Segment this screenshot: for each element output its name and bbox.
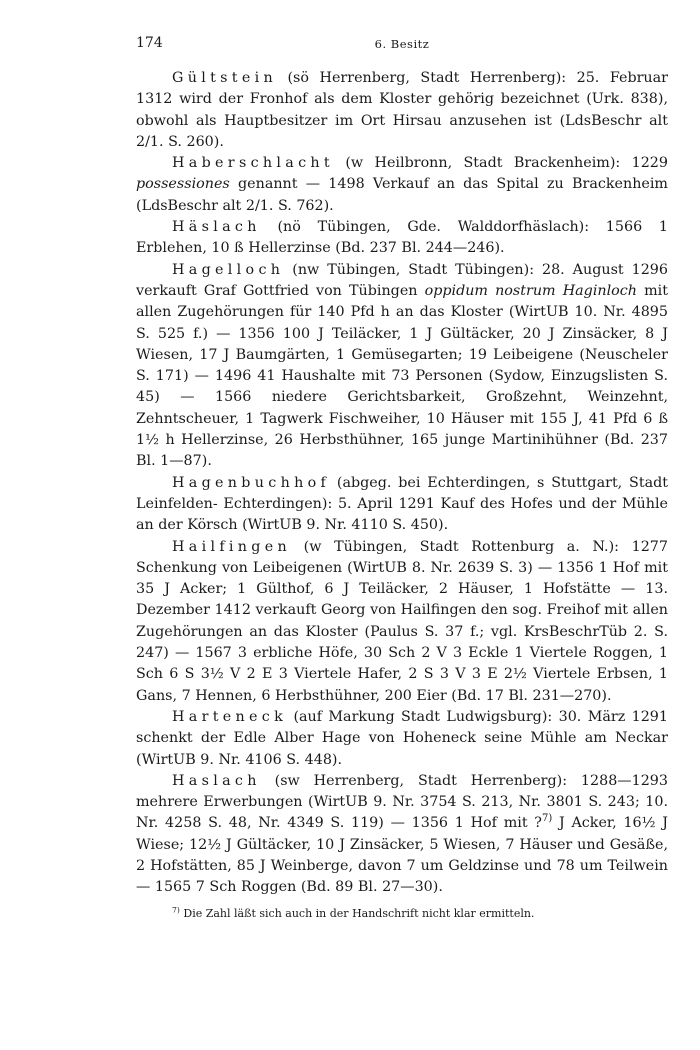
entry-hailfingen (136, 537, 668, 707)
footnote (172, 906, 668, 921)
page-number: 174 (136, 35, 163, 51)
entry-italic-text: oppidum nostrum Haginloch (424, 282, 638, 299)
entry-haslach (136, 771, 668, 899)
place-name: Hailfingen (172, 538, 292, 555)
entry-text: genannt — 1498 Verkauf an das Spital zu Brackenheim (LdsBeschr alt 2/1. S. 762). (136, 176, 668, 214)
place-name: Hagenbuchhof (172, 474, 331, 491)
entry-text: J Acker, 16½ J Wiese; 12½ J Gültäcker, 10 J Zinsäcker, 5 Wiesen, 7 Häuser und Gesäße, 2 Hofstätten, 85 J Weinberge, davon 7 um Geldzinse und 78 um Teilwein — 1565 7 Sch Roggen (Bd. 89 Bl. 27—30). (136, 815, 668, 896)
place-name: Hagelloch (172, 261, 285, 278)
footnote-marker: 7) (172, 905, 180, 915)
entry-haeslach (136, 217, 668, 260)
page-header (136, 35, 668, 57)
footnote-reference: 7) (541, 813, 553, 825)
entry-haberschlacht (136, 153, 668, 217)
place-name: Haberschlacht (172, 155, 334, 172)
entry-text: (nö Tübingen, Gde. Walddorfhäslach): 1566 1 Erblehen, 10 ß Hellerzinse (Bd. 237 Bl. 244—246). (136, 219, 668, 257)
entry-harteneck (136, 707, 668, 771)
entry-text: (w Heilbronn, Stadt Brackenheim): 1229 (333, 155, 668, 172)
entry-text: (abgeg. bei Echterdingen, s Stuttgart, Stadt Leinfelden- Echterdingen): 5. April 1291 Kauf des Hofes und der Mühle an der Körsch (WirtUB 9. Nr. 4110 S. 450). (136, 474, 668, 534)
running-head: 6. Besitz (374, 37, 430, 51)
entry-text: (sö Herrenberg, Stadt Herrenberg): 25. Februar 1312 wird der Fronhof als dem Kloster gehörig bezeichnet (Urk. 838), obwohl als Hauptbesitzer im Ort Hirsau anzusehen ist (LdsBeschr alt 2/1. S. 260). (136, 70, 668, 150)
entry-text: (w Tübingen, Stadt Rottenburg a. N.): 1277 Schenkung von Leibeigenen (WirtUB 8. Nr. 2639 S. 3) — 1356 1 Hof mit 35 J Acker; 1 Gülthof, 6 J Teiläcker, 2 Häuser, 1 Hofstätte — 13. Dezember 1412 verkauft Georg von Hailfingen den sog. Freihof mit allen Zugehörungen an das Kloster (Paulus S. 37 f.; vgl. KrsBeschrTüb 2. S. 247) — 1567 3 erbliche Höfe, 30 Sch 2 V 3 Eckle 1 Viertele Roggen, 1 Sch 6 S 3½ V 2 E 3 Viertele Hafer, 2 S 3 V 3 E 2½ Viertele Erbsen, 1 Gans, 7 Hennen, 6 Herbsthühner, 200 Eier (Bd. 17 Bl. 231—270). (136, 538, 668, 704)
entry-text: (auf Markung Stadt Ludwigsburg): 30. März 1291 schenkt der Edle Alber Hage von Hoheneck seine Mühle am Neckar (WirtUB 9. Nr. 4106 S. 448). (136, 708, 668, 768)
footnote-text: Die Zahl läßt sich auch in der Handschrift nicht klar ermitteln. (179, 907, 535, 920)
place-name: Häslach (172, 219, 261, 236)
entry-hagelloch (136, 260, 668, 473)
entry-text: (sw Herrenberg, Stadt Herrenberg): 1288—1293 mehrere Erwerbungen (WirtUB 9. Nr. 3754 S. 213, Nr. 3801 S. 243; 10. Nr. 4258 S. 48, Nr. 4349 S. 119) — 1356 1 Hof mit ? (136, 772, 668, 832)
place-name: Harteneck (172, 708, 288, 725)
entry-gueltstein (136, 68, 668, 153)
body-text (136, 68, 668, 899)
place-name: Haslach (172, 772, 261, 789)
entry-hagenbuchhof (136, 473, 668, 537)
entry-text: mit allen Zugehörungen für 140 Pfd h an das Kloster (WirtUB 10. Nr. 4895 S. 525 f.) — 1356 100 J Teiläcker, 1 J Gültäcker, 20 J Zinsäcker, 8 J Wiesen, 17 J Baumgärten, 1 Gemüsegarten; 19 Leibeigene (Neuscheler S. 171) — 1496 41 Haushalte mit 73 Personen (Sydow, Einzugslisten S. 45) — 1566 niedere Gerichtsbarkeit, Großzehnt, Weinzehnt, Zehntscheuer, 1 Tagwerk Fischweiher, 10 Häuser mit 155 J, 41 Pfd 6 ß 1½ h Hellerzinse, 26 Herbsthühner, 165 junge Martinihühner (Bd. 237 Bl. 1—87). (136, 282, 668, 470)
entry-italic-text: possessiones (136, 176, 230, 193)
place-name: Gültstein (172, 70, 277, 86)
entry-text: (nw Tübingen, Stadt Tübingen): 28. August 1296 verkauft Graf Gottfried von Tübingen (136, 261, 668, 299)
